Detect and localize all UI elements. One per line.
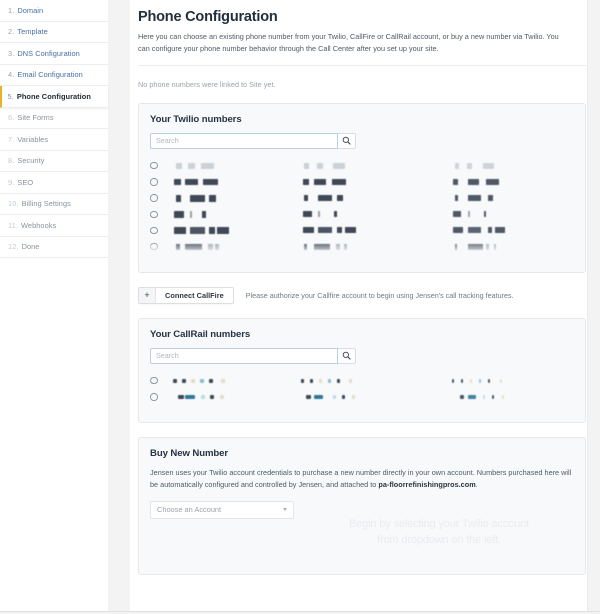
sidebar-item-number: 3. — [8, 48, 15, 58]
sidebar-item-template[interactable] — [0, 22, 108, 44]
table-row[interactable] — [150, 255, 574, 261]
twilio-account-select[interactable] — [150, 501, 294, 519]
sidebar-item-label: Webhooks — [21, 220, 57, 230]
chevron-down-icon — [283, 508, 287, 511]
sidebar-item-label: Site Forms — [17, 113, 54, 123]
table-row[interactable] — [150, 222, 574, 238]
redacted-phone-number — [439, 242, 575, 251]
redacted-phone-number — [291, 392, 439, 401]
redacted-phone-number — [165, 226, 291, 235]
buy-ghost-hint — [314, 517, 564, 549]
table-row[interactable] — [150, 373, 574, 389]
no-numbers-note: No phone numbers were linked to Site yet. — [138, 79, 276, 89]
sidebar-item-number: 12. — [8, 242, 19, 252]
number-radio[interactable] — [150, 178, 158, 186]
callrail-search-button[interactable] — [338, 348, 356, 364]
sidebar-item-label: Phone Configuration — [16, 91, 91, 101]
sidebar-item-email-configuration[interactable] — [0, 65, 108, 87]
connect-callfire-label: Connect CallFire — [165, 290, 224, 300]
redacted-phone-number — [439, 226, 575, 235]
buy-domain: pa-floorrefinishingpros.com — [378, 479, 476, 489]
twilio-number-list[interactable] — [150, 158, 574, 261]
redacted-phone-number — [165, 258, 291, 260]
buy-panel-title: Buy New Number — [150, 447, 229, 459]
page-title: Phone Configuration — [138, 9, 278, 25]
redacted-phone-number — [291, 258, 439, 260]
redacted-phone-number — [439, 177, 575, 186]
steps-list — [0, 0, 108, 258]
twilio-search-row — [150, 133, 574, 149]
callfire-note: Please authorize your Callfire account to begin using Jensen's call tracking features. — [245, 290, 514, 300]
buy-ghost-line1: Begin by selecting your Twilio account — [349, 517, 529, 530]
connect-callfire-button[interactable] — [138, 287, 234, 304]
sidebar-item-number: 7. — [8, 134, 15, 144]
sidebar-item-phone-configuration[interactable] — [0, 86, 108, 108]
sidebar-item-number: 9. — [8, 177, 15, 187]
sidebar-item-done[interactable] — [0, 237, 108, 259]
redacted-phone-number — [165, 161, 291, 170]
sidebar-item-number: 5. — [7, 91, 14, 101]
redacted-phone-number — [291, 161, 439, 170]
number-radio[interactable] — [150, 393, 158, 401]
right-edge-strip — [587, 0, 600, 614]
callfire-connect-row — [138, 287, 586, 304]
main-content — [130, 0, 600, 614]
number-radio[interactable] — [150, 227, 158, 235]
search-icon — [342, 136, 351, 145]
buy-description — [150, 467, 574, 491]
sidebar-item-domain[interactable] — [0, 0, 108, 22]
table-row[interactable] — [150, 190, 574, 206]
sidebar-item-label: Email Configuration — [17, 70, 83, 80]
callrail-panel-title: Your CallRail numbers — [150, 328, 251, 340]
number-radio[interactable] — [150, 243, 158, 251]
sidebar-item-label: Domain — [17, 5, 44, 15]
sidebar-item-variables[interactable] — [0, 129, 108, 151]
number-radio[interactable] — [150, 162, 158, 170]
table-row[interactable] — [150, 206, 574, 222]
sidebar-item-number: 4. — [8, 70, 15, 80]
redacted-phone-number — [439, 161, 575, 170]
buy-description-pre: Jensen uses your Twilio account credentials to purchase a new number directly in your own account. Numbers purchased here will be automatically configured and controlled by Jensen, and attached to — [150, 467, 572, 489]
page-description: Here you can choose an existing phone number from your Twilio, CallFire or CallRail account, or buy a new number via Twilio. You can configure your phone number behavior through the Call Center after you set up your site. — [138, 32, 559, 53]
sidebar-item-number: 1. — [8, 5, 15, 15]
sidebar-item-number: 11. — [8, 220, 19, 230]
sidebar-item-site-forms[interactable] — [0, 108, 108, 130]
search-icon — [342, 351, 351, 360]
twilio-search-button[interactable] — [338, 133, 356, 149]
redacted-phone-number — [165, 242, 291, 251]
redacted-phone-number — [439, 376, 575, 385]
callrail-search-row — [150, 348, 574, 364]
sidebar-item-label: DNS Configuration — [17, 48, 80, 58]
redacted-phone-number — [291, 210, 439, 219]
sidebar-item-label: Done — [21, 242, 40, 252]
twilio-numbers-panel — [138, 103, 586, 273]
redacted-phone-number — [439, 392, 575, 401]
redacted-phone-number — [291, 226, 439, 235]
redacted-phone-number — [165, 194, 291, 203]
table-row[interactable] — [150, 174, 574, 190]
redacted-phone-number — [439, 210, 575, 219]
redacted-phone-number — [291, 194, 439, 203]
sidebar-gutter — [108, 0, 130, 614]
redacted-phone-number — [165, 210, 291, 219]
number-radio[interactable] — [150, 211, 158, 219]
callrail-number-list[interactable] — [150, 373, 574, 411]
number-radio[interactable] — [150, 377, 158, 385]
redacted-phone-number — [165, 392, 291, 401]
sidebar-item-billing-settings[interactable] — [0, 194, 108, 216]
table-row[interactable] — [150, 239, 574, 255]
sidebar-item-webhooks[interactable] — [0, 215, 108, 237]
buy-description-post: . — [475, 479, 478, 489]
number-radio[interactable] — [150, 194, 158, 202]
table-row[interactable] — [150, 158, 574, 174]
number-radio[interactable] — [150, 259, 158, 261]
redacted-phone-number — [439, 258, 575, 260]
sidebar-item-label: Template — [17, 27, 48, 37]
sidebar-item-number: 10. — [8, 199, 19, 209]
twilio-account-select-value: Choose an Account — [157, 505, 222, 515]
buy-new-number-panel — [138, 437, 586, 575]
sidebar-item-number: 2. — [8, 27, 15, 37]
sidebar-item-seo[interactable] — [0, 172, 108, 194]
redacted-phone-number — [439, 194, 575, 203]
sidebar-item-label: SEO — [17, 177, 34, 187]
buy-body — [150, 501, 574, 563]
twilio-panel-title: Your Twilio numbers — [150, 113, 242, 125]
sidebar-item-number: 8. — [8, 156, 15, 166]
redacted-phone-number — [291, 376, 439, 385]
sidebar-item-number: 6. — [8, 113, 15, 123]
sidebar-item-label: Variables — [17, 134, 49, 144]
sidebar-item-dns-configuration[interactable] — [0, 43, 108, 65]
header-divider — [138, 65, 586, 66]
redacted-phone-number — [291, 177, 439, 186]
callrail-search-input[interactable] — [150, 348, 338, 364]
buy-ghost-line2: from dropdown on the left. — [377, 533, 501, 546]
setup-steps-sidebar — [0, 0, 108, 614]
table-row[interactable] — [150, 389, 574, 405]
redacted-phone-number — [165, 376, 291, 385]
sidebar-item-label: Billing Settings — [21, 199, 71, 209]
redacted-phone-number — [291, 242, 439, 251]
twilio-search-input[interactable] — [150, 133, 338, 149]
redacted-phone-number — [165, 177, 291, 186]
sidebar-item-security[interactable] — [0, 151, 108, 173]
plus-icon: + — [139, 288, 156, 303]
sidebar-item-label: Security — [17, 156, 45, 166]
callrail-numbers-panel — [138, 318, 586, 423]
